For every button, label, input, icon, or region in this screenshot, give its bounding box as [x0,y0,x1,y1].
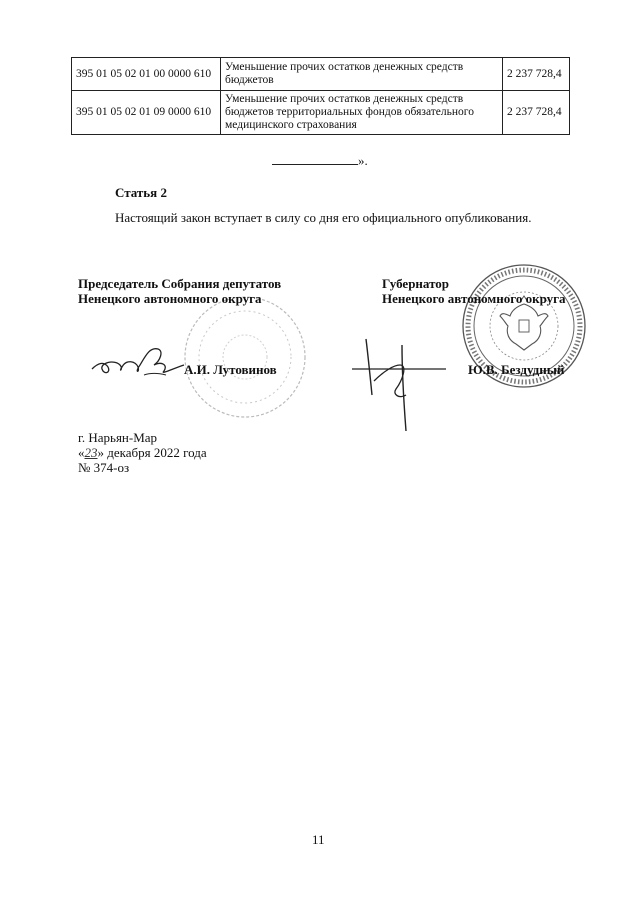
date-month-year: » декабря 2022 года [97,445,207,460]
budget-code: 395 01 05 02 01 09 0000 610 [72,91,221,135]
budget-description: Уменьшение прочих остатков денежных средств бюджетов территориальных фондов обязательного медицинского страхования [221,91,503,135]
table-row [72,58,570,91]
table-row [72,91,570,135]
left-signature-icon [88,335,188,385]
place-and-date [78,430,207,475]
budget-code: 395 01 05 02 01 00 0000 610 [72,58,221,91]
article-text: Настоящий закон вступает в силу со дня его официального опубликования. [115,210,532,225]
left-signatory-title [78,276,281,306]
closing-mark [272,152,368,169]
right-title-line2: Ненецкого автономного округа [382,291,566,306]
article-title: Статья 2 [115,185,167,200]
budget-amount: 2 237 728,4 [503,58,570,91]
right-signatory-title [382,276,566,306]
signing-date [78,445,207,460]
left-title-line2: Ненецкого автономного округа [78,291,262,306]
right-title-line1: Губернатор [382,276,450,291]
city: г. Нарьян-Мар [78,430,158,445]
right-signature-icon [350,335,450,435]
date-day: 23 [84,445,98,460]
budget-description: Уменьшение прочих остатков денежных средств бюджетов [221,58,503,91]
budget-amount: 2 237 728,4 [503,91,570,135]
law-number: № 374-оз [78,460,130,475]
date-open-quote: « [78,445,85,460]
left-seal-icon [180,292,310,422]
left-signatory-name: А.И. Лутовинов [184,362,277,377]
left-title-line1: Председатель Собрания депутатов [78,276,282,291]
closing-quote: ». [358,153,368,168]
budget-table [71,57,570,135]
page-number: 11 [312,832,325,847]
closing-line [272,152,358,165]
right-signatory-name: Ю.В. Бездудный [468,362,565,377]
